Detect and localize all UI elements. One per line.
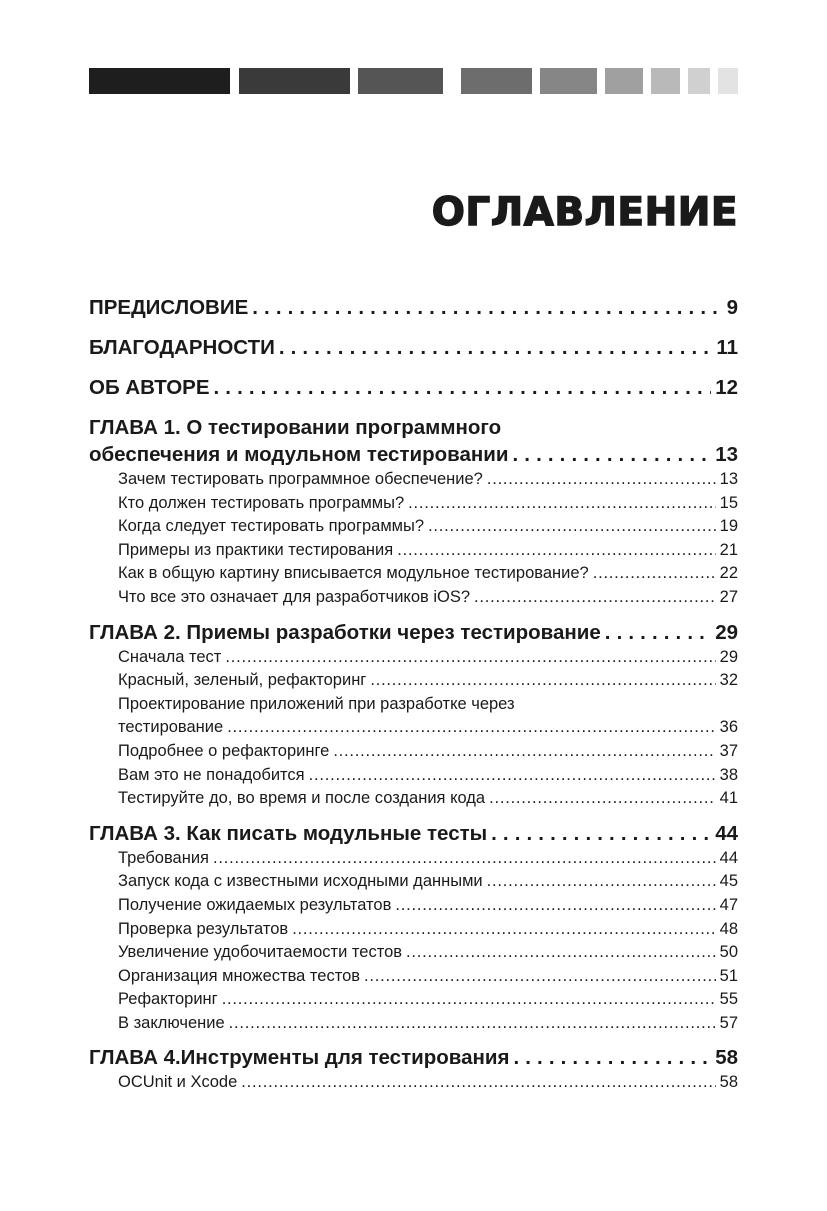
- toc-entry-label: БЛАГОДАРНОСТИ: [89, 336, 275, 359]
- toc-entry-label: обеспечения и модульном тестировании: [89, 443, 509, 466]
- toc-section[interactable]: [89, 1071, 738, 1095]
- toc-section[interactable]: [89, 740, 738, 764]
- toc-section[interactable]: [89, 870, 738, 894]
- toc-page-number: 38: [719, 765, 738, 784]
- toc-leader-dots: [512, 442, 711, 468]
- toc-leader-dots: [225, 646, 715, 670]
- toc-entry-label: OCUnit и Xcode: [118, 1073, 238, 1092]
- toc-leader-dots: [491, 821, 711, 847]
- toc-page-number: 37: [719, 741, 738, 760]
- toc-entry-label: Получение ожидаемых результатов: [118, 895, 392, 914]
- toc-leader-dots: [487, 468, 716, 492]
- toc-entry-label: Организация множества тестов: [118, 966, 361, 985]
- toc-leader-dots: [241, 1071, 715, 1095]
- toc-page-number: 44: [719, 848, 738, 867]
- toc-leader-dots: [229, 1012, 716, 1036]
- toc-leader-dots: [428, 515, 716, 539]
- toc-chapter-title-row[interactable]: [89, 442, 738, 468]
- toc-page-number: 58: [719, 1073, 738, 1092]
- toc-leader-dots: [370, 669, 715, 693]
- toc-page-number: 36: [719, 718, 738, 737]
- toc-page-number: 11: [716, 336, 738, 359]
- toc-leader-dots: [513, 1045, 711, 1071]
- toc-page-number: 27: [719, 587, 738, 606]
- toc-leader-dots: [279, 332, 713, 364]
- toc-page-number: 44: [715, 821, 738, 845]
- toc-entry-label: Что все это означает для разработчиков iOS?: [118, 587, 471, 606]
- toc-section[interactable]: [89, 716, 738, 740]
- decor-bar: [461, 68, 532, 94]
- toc-section[interactable]: [89, 515, 738, 539]
- toc-entry-label: Тестируйте до, во время и после создания кода: [118, 789, 486, 808]
- toc-leader-dots: [593, 562, 716, 586]
- toc-entry-label: ГЛАВА 4.Инструменты для тестирования: [89, 1046, 510, 1070]
- toc-section[interactable]: [89, 894, 738, 918]
- toc-leader-dots: [227, 716, 715, 740]
- table-of-contents: [89, 292, 738, 1095]
- decor-bar: [718, 68, 738, 94]
- toc-chapter-1: [89, 414, 738, 610]
- toc-chapter-title-row[interactable]: [89, 821, 738, 847]
- toc-entry-label: ГЛАВА 2. Приемы разработки через тестирование: [89, 620, 601, 644]
- toc-page-number: 29: [719, 647, 738, 666]
- toc-leader-dots: [364, 965, 716, 989]
- decor-bar: [688, 68, 710, 94]
- toc-section[interactable]: [89, 918, 738, 942]
- toc-section[interactable]: [89, 1012, 738, 1036]
- toc-entry-label: Требования: [118, 848, 209, 867]
- toc-section[interactable]: [89, 468, 738, 492]
- toc-section-label-line[interactable]: Проектирование приложений при разработке через: [118, 694, 515, 713]
- toc-leader-dots: [408, 492, 715, 516]
- toc-section[interactable]: [89, 965, 738, 989]
- toc-page-number: 58: [715, 1046, 738, 1070]
- toc-section[interactable]: [89, 562, 738, 586]
- toc-chapter-3: [89, 821, 738, 1036]
- toc-entry-label: ОБ АВТОРЕ: [89, 376, 210, 399]
- toc-leader-dots: [474, 586, 716, 610]
- toc-page-number: 32: [719, 671, 738, 690]
- toc-page-number: 47: [719, 895, 738, 914]
- toc-page-number: 45: [719, 872, 738, 891]
- toc-leader-dots: [397, 539, 715, 563]
- toc-entry-label: Примеры из практики тестирования: [118, 540, 394, 559]
- toc-page-number: 12: [715, 376, 738, 399]
- toc-page-number: 57: [719, 1013, 738, 1032]
- toc-entry-label: Рефакторинг: [118, 990, 218, 1009]
- toc-entry-label: Когда следует тестировать программы?: [118, 517, 425, 536]
- toc-chapter-title-row[interactable]: [89, 620, 738, 646]
- toc-entry-label: Запуск кода с известными исходными данными: [118, 872, 483, 891]
- toc-chapter-title-row[interactable]: [89, 1045, 738, 1071]
- toc-section[interactable]: [89, 847, 738, 871]
- decor-bar: [239, 68, 350, 94]
- toc-leader-dots: [605, 620, 711, 646]
- toc-leader-dots: [333, 740, 715, 764]
- toc-leader-dots: [213, 847, 716, 871]
- toc-page-number: 48: [719, 919, 738, 938]
- toc-entry-about-author[interactable]: [89, 372, 738, 412]
- decor-bar: [358, 68, 443, 94]
- toc-page-number: 19: [719, 517, 738, 536]
- toc-section[interactable]: [89, 586, 738, 610]
- toc-chapter-4: [89, 1045, 738, 1095]
- decor-bar: [605, 68, 643, 94]
- decor-bar: [651, 68, 680, 94]
- toc-section[interactable]: [89, 787, 738, 811]
- toc-page-number: 13: [719, 470, 738, 488]
- toc-section[interactable]: [89, 764, 738, 788]
- toc-entry-acknowledgements[interactable]: [89, 332, 738, 372]
- decor-bar: [89, 68, 230, 94]
- toc-leader-dots: [214, 372, 712, 404]
- toc-leader-dots: [252, 292, 722, 324]
- toc-page-number: 55: [719, 990, 738, 1009]
- toc-page-number: 51: [719, 966, 738, 985]
- toc-chapter-2: [89, 620, 738, 811]
- toc-page-number: 15: [719, 493, 738, 512]
- toc-section[interactable]: [89, 941, 738, 965]
- toc-entry-label: Кто должен тестировать программы?: [118, 493, 405, 512]
- toc-page-number: 22: [719, 564, 738, 583]
- toc-entry-label: тестирование: [118, 718, 224, 737]
- toc-page-number: 13: [715, 443, 738, 466]
- toc-section[interactable]: [89, 539, 738, 563]
- toc-leader-dots: [395, 894, 715, 918]
- page-title: ОГЛАВЛЕНИЕ: [431, 190, 738, 235]
- toc-entry-label: В заключение: [118, 1013, 225, 1032]
- toc-entry-preface[interactable]: [89, 292, 738, 332]
- toc-entry-label: ПРЕДИСЛОВИЕ: [89, 296, 249, 319]
- toc-section[interactable]: [89, 669, 738, 693]
- toc-leader-dots: [489, 787, 716, 811]
- toc-leader-dots: [487, 870, 716, 894]
- toc-entry-label: Как в общую картину вписывается модульное тестирование?: [118, 564, 589, 583]
- header-decor-bars: [89, 68, 738, 94]
- toc-entry-label: ГЛАВА 3. Как писать модульные тесты: [89, 821, 488, 845]
- toc-leader-dots: [222, 988, 716, 1012]
- toc-page-number: 41: [719, 789, 738, 808]
- decor-bar: [540, 68, 597, 94]
- toc-entry-label: Зачем тестировать программное обеспечение?: [118, 470, 483, 488]
- toc-entry-label: Вам это не понадобится: [118, 765, 305, 784]
- toc-entry-label: Увеличение удобочитаемости тестов: [118, 943, 403, 962]
- toc-entry-label: Красный, зеленый, рефакторинг: [118, 671, 367, 690]
- toc-page-number: 21: [719, 540, 738, 559]
- toc-chapter-title-line[interactable]: ГЛАВА 1. О тестировании программного: [89, 416, 502, 439]
- toc-page-number: 29: [715, 620, 738, 644]
- toc-entry-label: Подробнее о рефакторинге: [118, 741, 330, 760]
- toc-page-number: 9: [726, 296, 738, 319]
- toc-section[interactable]: [89, 988, 738, 1012]
- toc-leader-dots: [292, 918, 715, 942]
- toc-leader-dots: [406, 941, 716, 965]
- toc-entry-label: Проверка результатов: [118, 919, 289, 938]
- toc-leader-dots: [309, 764, 716, 788]
- toc-entry-label: Сначала тест: [118, 647, 222, 666]
- toc-section[interactable]: [89, 646, 738, 670]
- toc-page-number: 50: [719, 943, 738, 962]
- toc-section[interactable]: [89, 492, 738, 516]
